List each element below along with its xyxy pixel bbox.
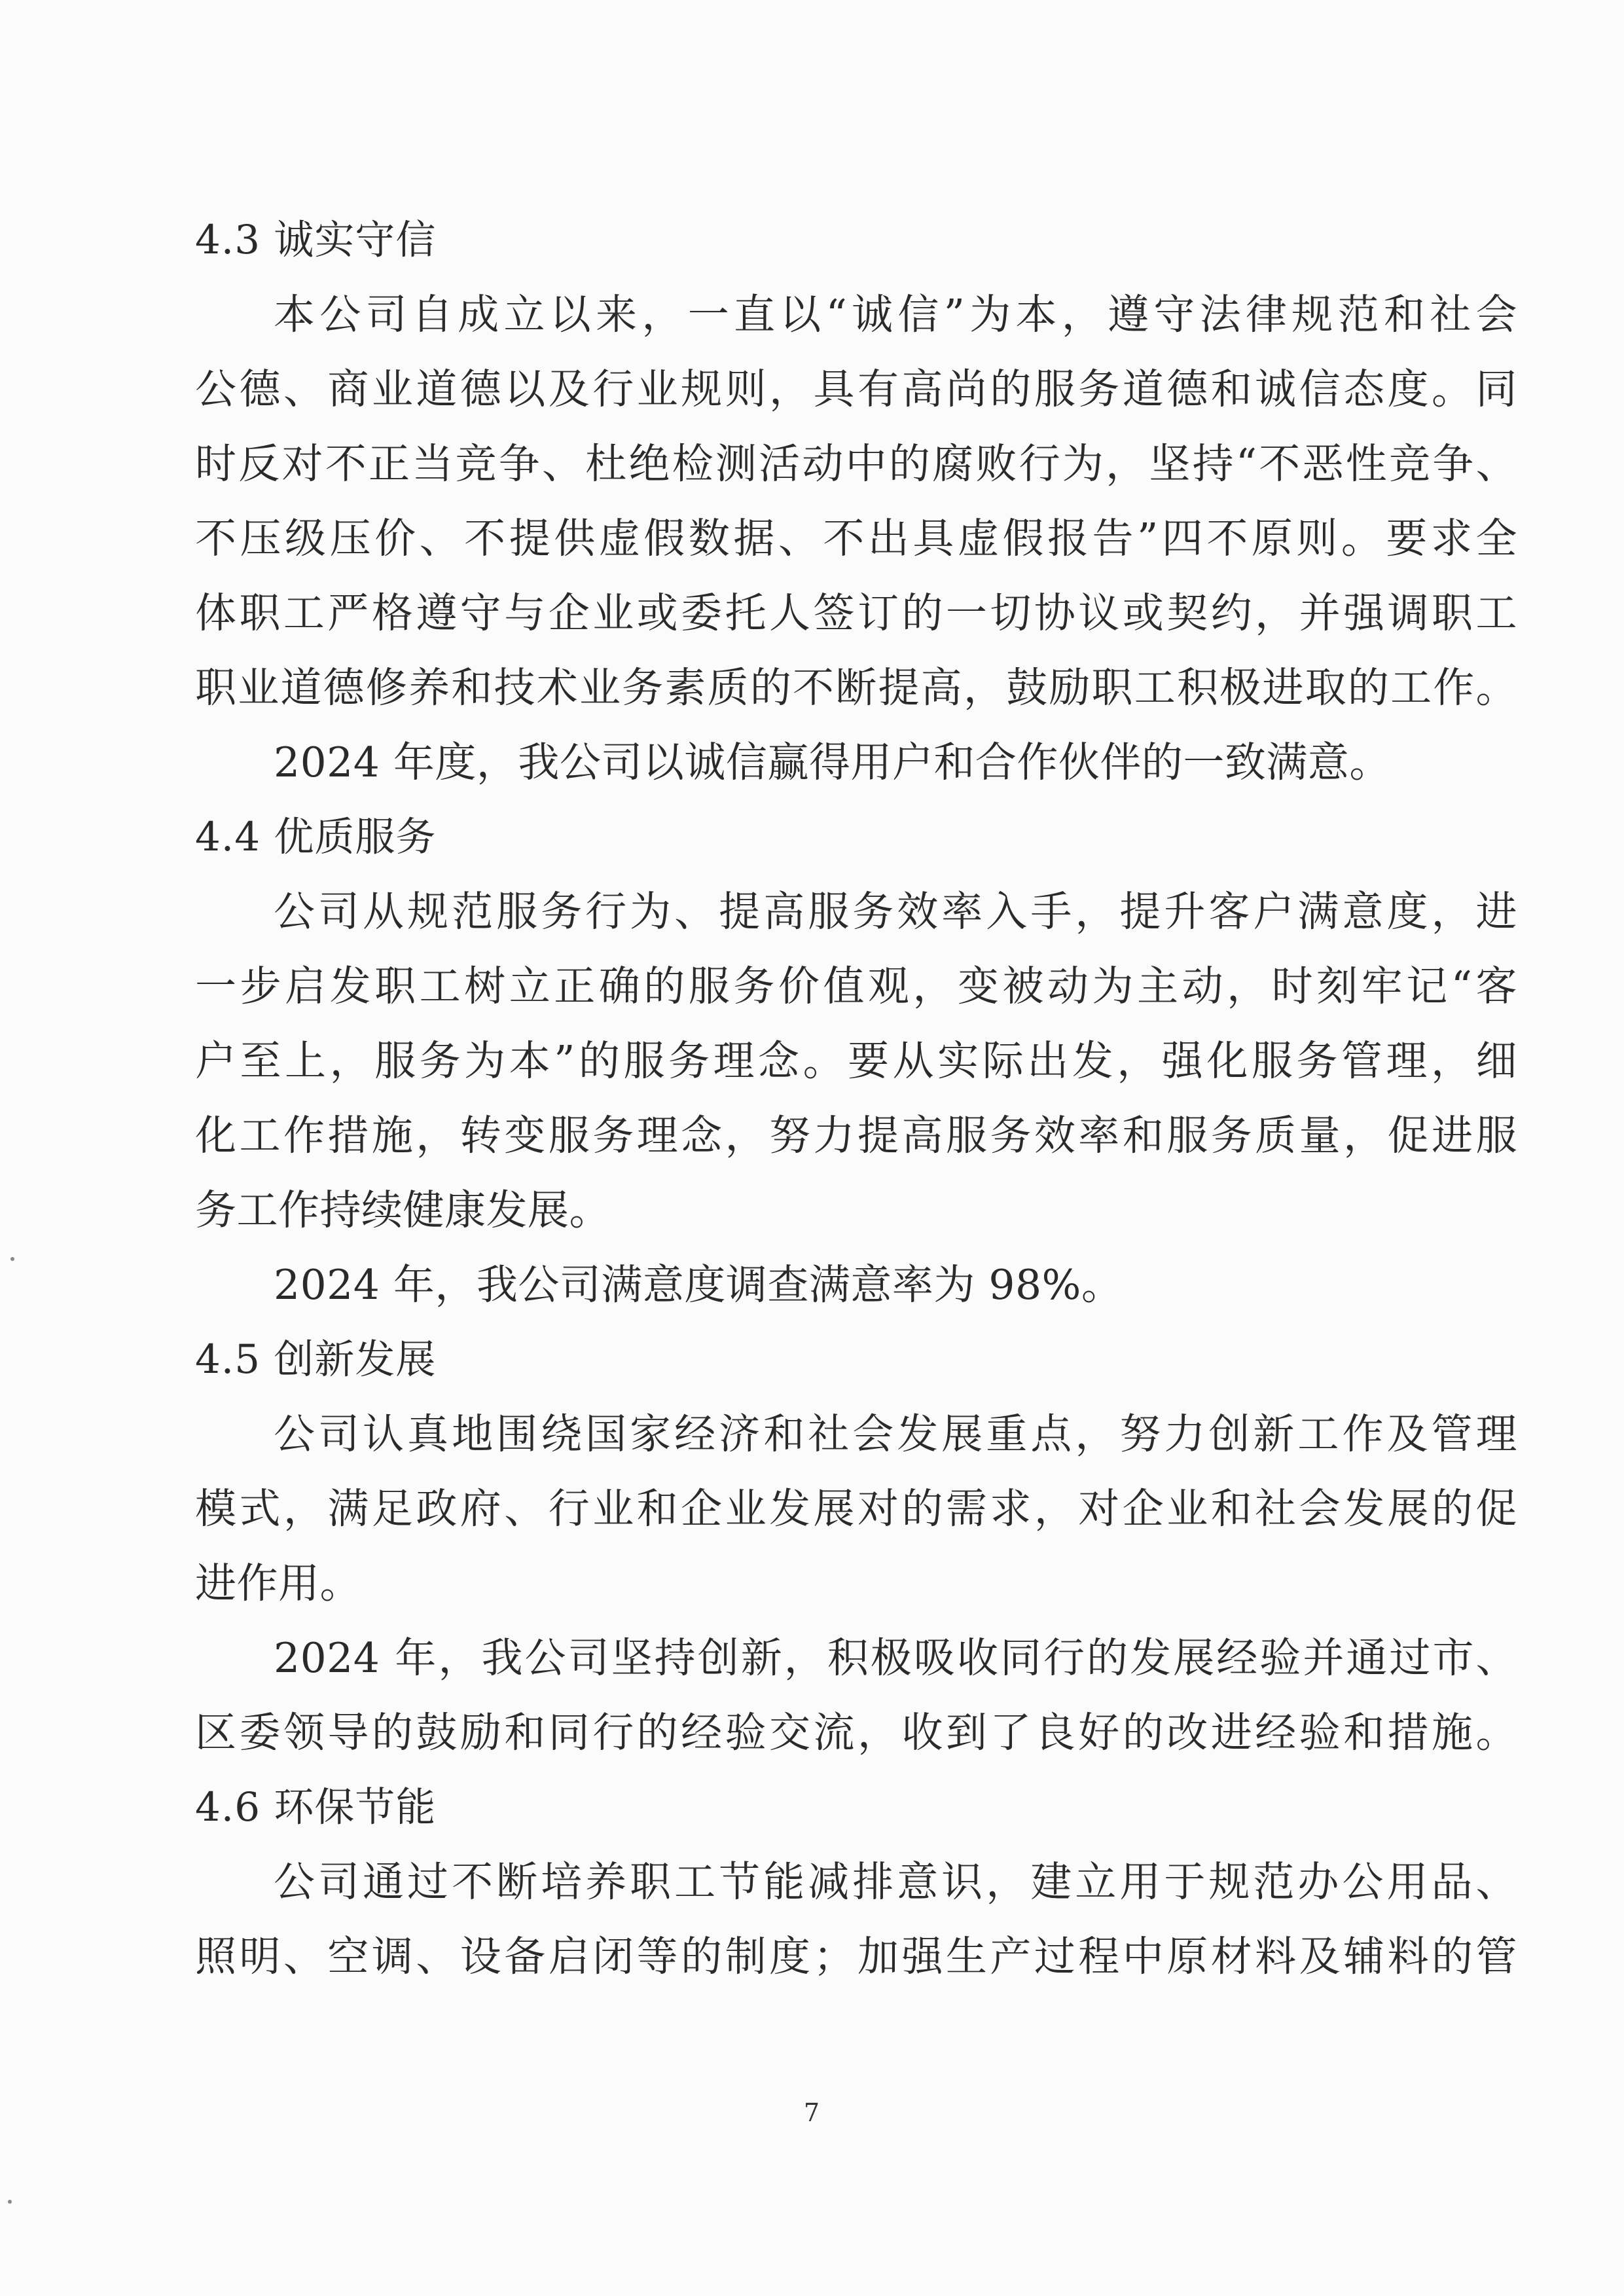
section-heading-4-5: 4.5 创新发展 <box>195 1336 437 1383</box>
paragraph-line: 户至上，服务为本”的服务理念。要从实际出发，强化服务管理，细 <box>195 1037 1517 1085</box>
scan-speck <box>8 2200 12 2204</box>
paragraph-line: 化工作措施，转变服务理念，努力提高服务效率和服务质量，促进服 <box>195 1112 1517 1159</box>
section-heading-4-4: 4.4 优质服务 <box>195 814 437 860</box>
paragraph-line: 体职工严格遵守与企业或委托人签订的一切协议或契约，并强调职工 <box>195 589 1517 637</box>
paragraph-line: 务工作持续健康发展。 <box>195 1186 611 1234</box>
paragraph-line: 公德、商业道德以及行业规则，具有高尚的服务道德和诚信态度。同 <box>195 365 1517 413</box>
page-number: 7 <box>803 2098 820 2127</box>
paragraph-line: 照明、空调、设备启闭等的制度；加强生产过程中原材料及辅料的管 <box>195 1933 1517 1980</box>
section-heading-4-3: 4.3 诚实守信 <box>195 217 437 263</box>
paragraph-line: 职业道德修养和技术业务素质的不断提高，鼓励职工积极进取的工作。 <box>195 664 1517 712</box>
paragraph-line: 一步启发职工树立正确的服务价值观，变被动为主动，时刻牢记“客 <box>195 962 1517 1010</box>
paragraph-line: 公司通过不断培养职工节能减排意识，建立用于规范办公用品、 <box>274 1858 1517 1906</box>
paragraph-line: 2024 年，我公司满意度调查满意率为 98%。 <box>274 1261 1123 1309</box>
paragraph-line: 区委领导的鼓励和同行的经验交流，收到了良好的改进经验和措施。 <box>195 1709 1517 1757</box>
paragraph-line: 进作用。 <box>195 1559 361 1607</box>
paragraph-line: 2024 年，我公司坚持创新，积极吸收同行的发展经验并通过市、 <box>274 1634 1517 1682</box>
paragraph-line: 本公司自成立以来，一直以“诚信”为本，遵守法律规范和社会 <box>274 291 1517 338</box>
paragraph-line: 公司认真地围绕国家经济和社会发展重点，努力创新工作及管理 <box>274 1410 1517 1458</box>
paragraph-line: 2024 年度，我公司以诚信赢得用户和合作伙伴的一致满意。 <box>274 738 1391 786</box>
scan-speck <box>10 1257 14 1261</box>
paragraph-line: 不压级压价、不提供虚假数据、不出具虚假报告”四不原则。要求全 <box>195 515 1517 562</box>
section-heading-4-6: 4.6 环保节能 <box>195 1784 437 1831</box>
paragraph-line: 时反对不正当竞争、杜绝检测活动中的腐败行为，坚持“不恶性竞争、 <box>195 440 1517 488</box>
paragraph-line: 公司从规范服务行为、提高服务效率入手，提升客户满意度，进 <box>274 888 1517 936</box>
paragraph-line: 模式，满足政府、行业和企业发展对的需求，对企业和社会发展的促 <box>195 1485 1517 1533</box>
